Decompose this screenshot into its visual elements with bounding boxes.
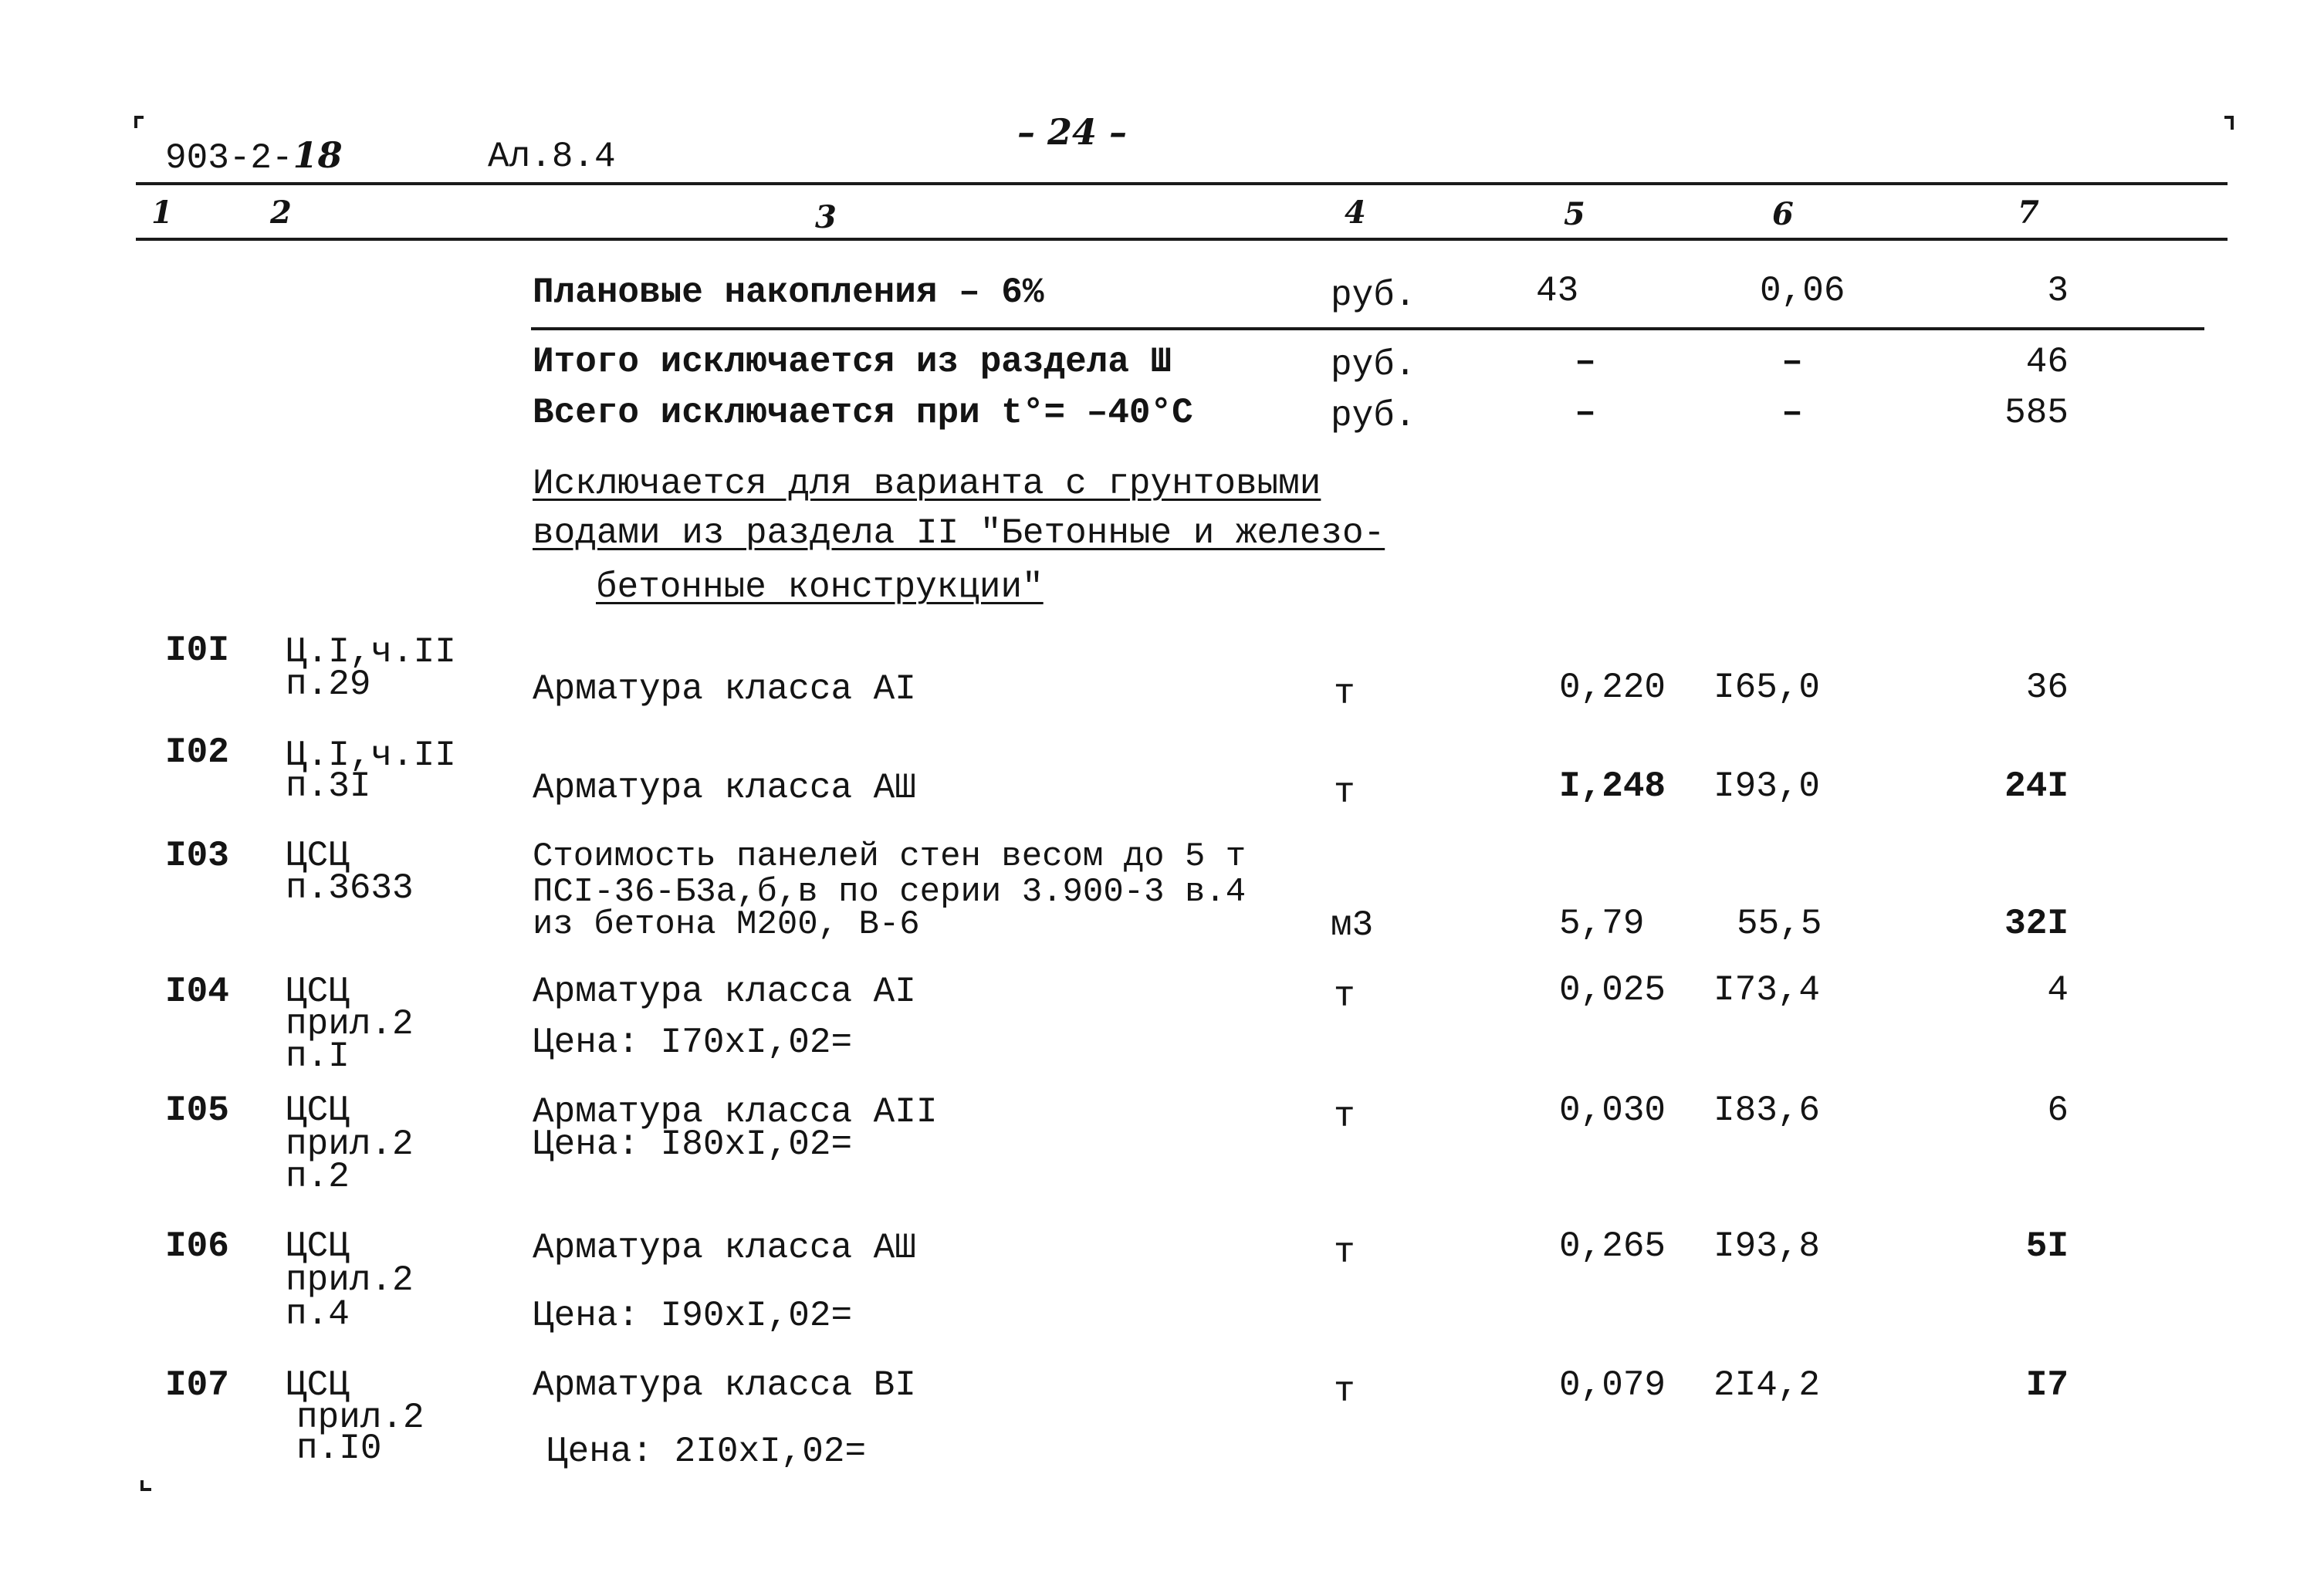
row-total: 36 bbox=[2025, 668, 2069, 708]
column-number-3: 3 bbox=[815, 199, 837, 235]
row-unit: т bbox=[1334, 976, 1355, 1016]
row-reference: п.I bbox=[286, 1036, 350, 1077]
row-name: Арматура класса BI bbox=[533, 1365, 916, 1405]
row-name: из бетона М200, В-6 bbox=[533, 905, 920, 944]
row-reference: прил.2 bbox=[286, 1260, 414, 1300]
summary-col6: – bbox=[1781, 393, 1803, 433]
row-reference: ЦСЦ bbox=[286, 972, 350, 1012]
row-quantity: 0,265 bbox=[1559, 1226, 1666, 1266]
row-number: I02 bbox=[165, 732, 229, 773]
section-heading-line: Исключается для варианта с грунтовыми bbox=[533, 464, 1321, 504]
summary-unit: руб. bbox=[1331, 345, 1416, 385]
summary-name: Всего исключается при t°= –40°C bbox=[533, 393, 1193, 433]
summary-col7: 3 bbox=[2047, 271, 2069, 311]
summary-col6: 0,06 bbox=[1760, 271, 1845, 311]
column-number-1: 1 bbox=[151, 194, 173, 231]
row-number: I05 bbox=[165, 1090, 229, 1131]
row-reference: п.4 bbox=[286, 1294, 350, 1334]
row-quantity: 0,025 bbox=[1559, 970, 1666, 1010]
row-unit: м3 bbox=[1331, 905, 1374, 945]
row-total: 5I bbox=[2025, 1226, 2069, 1266]
album-label: Ал.8.4 bbox=[488, 137, 616, 177]
row-name: ПСI-36-Б3а,б,в по серии 3.900-3 в.4 bbox=[533, 873, 1247, 911]
row-unit: т bbox=[1334, 773, 1355, 813]
row-quantity: 0,030 bbox=[1559, 1090, 1666, 1131]
row-unit: т bbox=[1334, 1371, 1355, 1412]
column-number-6: 6 bbox=[1772, 196, 1794, 232]
row-name: Стоимость панелей стен весом до 5 т bbox=[533, 837, 1247, 876]
row-quantity: I,248 bbox=[1559, 766, 1666, 806]
document-code-prefix: 903-2- bbox=[165, 138, 293, 178]
row-name: Арматура класса AI bbox=[533, 972, 916, 1012]
header-rule-bottom bbox=[136, 238, 2228, 241]
row-quantity: 0,220 bbox=[1559, 668, 1666, 708]
row-reference: Ц.I,ч.II bbox=[286, 632, 456, 672]
summary-col7: 46 bbox=[2025, 342, 2069, 382]
row-name: Цена: I80xI,02= bbox=[533, 1124, 853, 1165]
row-reference: п.3I bbox=[286, 766, 371, 806]
column-number-4: 4 bbox=[1345, 194, 1366, 231]
summary-name: Итого исключается из раздела Ш bbox=[533, 342, 1172, 382]
row-quantity: 0,079 bbox=[1559, 1365, 1666, 1405]
summary-col5: 43 bbox=[1536, 271, 1579, 311]
summary-name: Плановые накопления – 6% bbox=[533, 272, 1044, 313]
row-total: I7 bbox=[2025, 1365, 2069, 1405]
row-reference: прил.2 bbox=[286, 1004, 414, 1044]
row-reference: п.3633 bbox=[286, 868, 414, 908]
column-number-5: 5 bbox=[1564, 196, 1585, 232]
row-reference: п.2 bbox=[286, 1157, 350, 1197]
row-price: I73,4 bbox=[1713, 970, 1821, 1010]
row-number: I04 bbox=[165, 972, 229, 1012]
row-unit: т bbox=[1334, 1097, 1355, 1137]
column-number-7: 7 bbox=[2018, 194, 2039, 231]
row-name: Арматура класса AШ bbox=[533, 1228, 916, 1268]
row-reference: ЦСЦ bbox=[286, 836, 350, 876]
row-number: I0I bbox=[165, 631, 229, 671]
row-price: I83,6 bbox=[1713, 1090, 1821, 1131]
row-name: Арматура класса AI bbox=[533, 669, 916, 709]
row-price: 2I4,2 bbox=[1713, 1365, 1821, 1405]
column-number-2: 2 bbox=[270, 194, 292, 231]
summary-unit: руб. bbox=[1331, 276, 1416, 316]
row-price: I93,8 bbox=[1713, 1226, 1821, 1266]
summary-col6: – bbox=[1781, 342, 1803, 382]
summary-col7: 585 bbox=[2004, 393, 2069, 433]
row-total: 4 bbox=[2047, 970, 2069, 1010]
row-unit: т bbox=[1334, 1233, 1355, 1273]
row-reference: ЦСЦ bbox=[286, 1090, 350, 1131]
summary-unit: руб. bbox=[1331, 396, 1416, 436]
row-unit: т bbox=[1334, 674, 1355, 714]
document-code-suffix: 18 bbox=[293, 134, 343, 176]
row-total: 6 bbox=[2047, 1090, 2069, 1131]
summary-col5: – bbox=[1575, 342, 1596, 382]
row-total: 32I bbox=[2004, 904, 2069, 944]
row-number: I03 bbox=[165, 836, 229, 876]
row-name: Цена: 2I0xI,02= bbox=[546, 1432, 867, 1472]
row-number: I06 bbox=[165, 1226, 229, 1266]
header-rule-top bbox=[136, 182, 2228, 185]
corner-mark-bottom-left bbox=[140, 1480, 151, 1491]
row-price: I65,0 bbox=[1713, 668, 1821, 708]
row-reference: прил.2 bbox=[286, 1124, 414, 1165]
row-name: Цена: I70xI,02= bbox=[533, 1023, 853, 1063]
row-reference: прил.2 bbox=[296, 1398, 425, 1438]
row-reference: п.29 bbox=[286, 664, 371, 705]
document-code bbox=[165, 134, 343, 178]
row-total: 24I bbox=[2004, 766, 2069, 806]
row-price: I93,0 bbox=[1713, 766, 1821, 806]
row-reference: Ц.I,ч.II bbox=[286, 735, 456, 776]
row-reference: ЦСЦ bbox=[286, 1365, 350, 1405]
row-number: I07 bbox=[165, 1365, 229, 1405]
row-quantity: 5,79 bbox=[1559, 904, 1645, 944]
row-name: Арматура класса AII bbox=[533, 1092, 938, 1132]
page-number: – 24 – bbox=[1017, 111, 1128, 153]
summary-divider bbox=[531, 327, 2204, 330]
row-name: Арматура класса AШ bbox=[533, 768, 916, 808]
corner-mark-top-right bbox=[2224, 116, 2234, 130]
section-heading-line: водами из раздела II "Бетонные и железо- bbox=[533, 513, 1385, 553]
row-name: Цена: I90xI,02= bbox=[533, 1296, 853, 1336]
row-price: 55,5 bbox=[1737, 904, 1822, 944]
summary-col5: – bbox=[1575, 393, 1596, 433]
row-reference: п.I0 bbox=[296, 1429, 382, 1469]
corner-mark-top-left bbox=[134, 116, 144, 128]
section-heading-line: бетонные конструкции" bbox=[596, 567, 1044, 607]
row-reference: ЦСЦ bbox=[286, 1226, 350, 1266]
